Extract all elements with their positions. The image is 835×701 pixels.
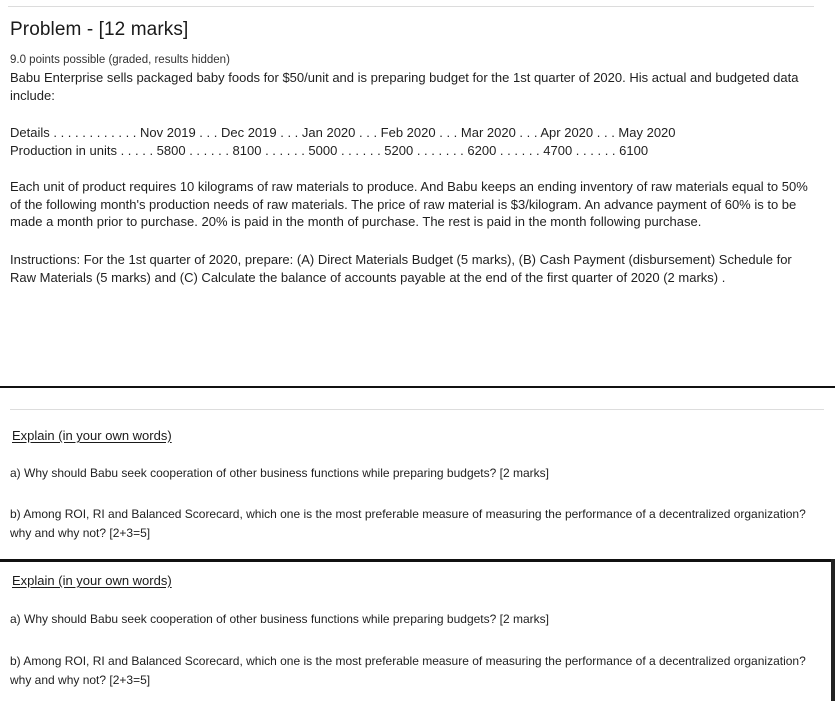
points-status: 9.0 points possible (graded, results hidden)	[10, 54, 230, 66]
card-divider	[10, 409, 824, 410]
problem-title: Problem - [12 marks]	[10, 19, 189, 40]
section-divider	[0, 386, 835, 388]
question-b: b) Among ROI, RI and Balanced Scorecard, which one is the most preferable measure of measuring the performance of a decentralized organization? why and why not? [2+3=5]	[10, 654, 806, 687]
production-row: Production in units . . . . . 5800 . . . . . . 8100 . . . . . . 5000 . . . . . . 5200 . . . . . . . 6200 . . . . . . 4700 . . . . . . 6100	[10, 142, 649, 158]
data-table-text	[10, 124, 820, 159]
explain-heading: Explain (in your own words)	[12, 428, 172, 443]
unit-info: Each unit of product requires 10 kilograms of raw materials to produce. And Babu keeps an ending inventory of raw materials equal to 50% of the following month's production needs of raw materials. The price of raw material is $3/kilogram. An advance payment of 60% is to be made a month prior to purchase. 20% is paid in the month of purchase. The rest is paid in the month following purchase.	[10, 179, 808, 229]
problem-intro: Babu Enterprise sells packaged baby foods for $50/unit and is preparing budget for the 1st quarter of 2020. His actual and budgeted data include:	[10, 70, 799, 103]
question-a: a) Why should Babu seek cooperation of other business functions while preparing budgets? [2 marks]	[10, 466, 549, 480]
question-b: b) Among ROI, RI and Balanced Scorecard, which one is the most preferable measure of measuring the performance of a decentralized organization? why and why not? [2+3=5]	[10, 507, 806, 540]
question-a: a) Why should Babu seek cooperation of other business functions while preparing budgets? [2 marks]	[10, 612, 549, 626]
details-row: Details . . . . . . . . . . . . Nov 2019 . . . Dec 2019 . . . Jan 2020 . . . Feb 2020 . . . Mar 2020 . . . Apr 2020 . . . May 2020	[10, 125, 676, 140]
window-edge	[831, 559, 835, 701]
section-divider	[0, 559, 835, 562]
instructions: Instructions: For the 1st quarter of 2020, prepare: (A) Direct Materials Budget (5 marks), (B) Cash Payment (disbursement) Schedule for Raw Materials (5 marks) and (C) Calculate the balance of accounts payable at the end of the first quarter of 2020 (2 marks) .	[10, 252, 792, 285]
top-divider	[8, 6, 814, 7]
explain-heading: Explain (in your own words)	[12, 573, 172, 588]
